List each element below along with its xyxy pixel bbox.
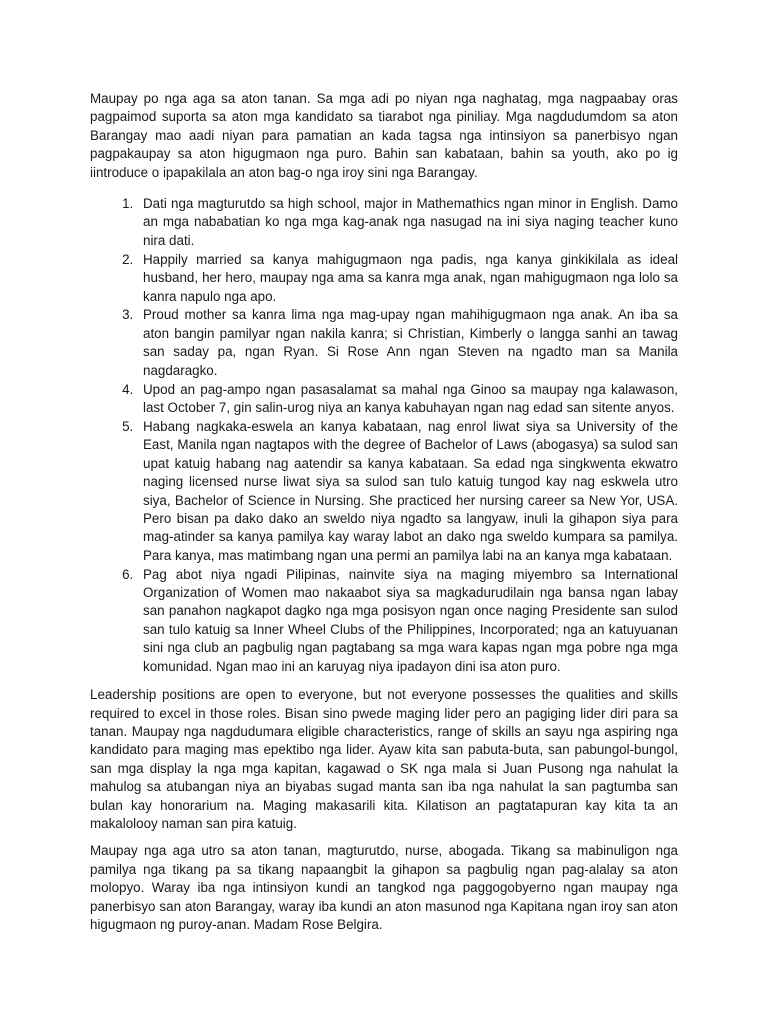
closing-paragraph: Maupay nga aga utro sa aton tanan, magturutdo, nurse, abogada. Tikang sa mabinuligon nga pamilya nga tikang pa sa tikang napaangbit la gihapon sa pagbulig ngan pag-alalay sa aton molopyo. Waray iba nga intinsiyon kundi an tangkod nga paggogobyerno ngan maupay nga panerbisyo san aton Barangay, waray iba kundi an aton masunod nga Kapitana ngan iroy san aton higugmaon ng puroy-anan. Madam Rose Belgira. — [90, 843, 678, 932]
list-item: 3. Proud mother sa kanra lima nga mag-upay ngan mahihigugmaon nga anak. An iba sa aton bangin pamilyar ngan nakila kanra; si Christian, Kimberly o langga sanhi an tawag san saday pa, ngan Ryan. Si Rose Ann ngan Steven na ngadto man sa Manila nagdaragko. — [137, 306, 678, 380]
intro-paragraph: Maupay po nga aga sa aton tanan. Sa mga adi po niyan nga naghatag, mga nagpaabay oras pagpaimod suporta sa aton mga kandidato sa tiarabot nga piniliay. Mga nagdudumdom sa aton Barangay mao aadi niyan para pamatian an kada tagsa nga intinsiyon sa panerbisyo ngan pagpakaupay sa aton higugmaon nga puro. Bahin san kabataan, bahin sa youth, ako po ig iintroduce o ipapakilala an aton bag-o nga iroy sini nga Barangay. — [90, 91, 678, 180]
list-item: 5. Habang nagkaka-eswela an kanya kabataan, nag enrol liwat siya sa University of the East, Manila ngan nagtapos with the degree of Bachelor of Laws (abogasya) sa sulod san upat katuig habang nag aatendir sa kanya kabataan. Sa edad nga singkwenta ekwatro naging licensed nurse liwat siya sa sulod san tulo katuig tungod kay nag eskwela utro siya, Bachelor of Science in Nursing. She practiced her nursing career sa New Yor, USA. Pero bisan pa dako dako an sweldo niya ngadto sa langyaw, inuli la gihapon siya para mag-atinder sa kanya pamilya kay waray labot an dako nga sweldo kumpara sa pamilya. Para kanya, mas matimbang ngan una permi an pamilya labi na an kanya mga kabataan. — [137, 418, 678, 565]
list-item: 4. Upod an pag-ampo ngan pasasalamat sa mahal nga Ginoo sa maupay nga kalawason, last October 7, gin salin-urog niya an kanya kabuhayan ngan nag edad san sitente anyos. — [137, 381, 678, 418]
document-page — [90, 90, 678, 944]
list-item: 2. Happily married sa kanya mahigugmaon nga padis, nga kanya ginkikilala as ideal husband, her hero, maupay nga ama sa kanra mga anak, ngan mahigugmaon nga lolo sa kanra napulo nga apo. — [137, 251, 678, 306]
biography-list — [90, 195, 678, 676]
list-item: 1. Dati nga magturutdo sa high school, major in Mathemathics ngan minor in English. Damo an mga nababatian ko nga mga kag-anak nga nasugad na ini siya naging teacher kuno nira dati. — [137, 195, 678, 250]
list-item: 6. Pag abot niya ngadi Pilipinas, nainvite siya na maging miyembro sa International Organization of Women mao nakaabot siya sa magkadurudilain nga bansa ngan labay san panahon nagkapot dagko nga mga posisyon ngan once naging Presidente san sulod san tulo katuig sa Inner Wheel Clubs of the Philippines, Incorporated; nga an katuyuanan sini nga club an pagbulig ngan pagtabang sa mga wara kapas ngan mga pobre nga mga komunidad. Ngan mao ini an karuyag niya ipadayon dini isa aton puro. — [137, 566, 678, 676]
leadership-paragraph: Leadership positions are open to everyone, but not everyone possesses the qualities and skills required to excel in those roles. Bisan sino pwede maging lider pero an pagiging lider diri para sa tanan. Maupay nga nagdudumara eligible characteristics, range of skills an sayu nga aspiring nga kandidato para maging mas epektibo nga lider. Ayaw kita san pabuta-buta, san pabungol-bungol, san mga display la nga mga kapitan, kagawad o SK nga mala si Juan Pusong nga nahulat la mahulog sa atubangan niya an biyabas sugad manta san iba nga nahulat la san pagtumba san bulan kay honorarium na. Maging makasarili kita. Kilatison an pagtatapuran kay kita ta an makalolooy naman san pira katuig. — [90, 687, 678, 831]
